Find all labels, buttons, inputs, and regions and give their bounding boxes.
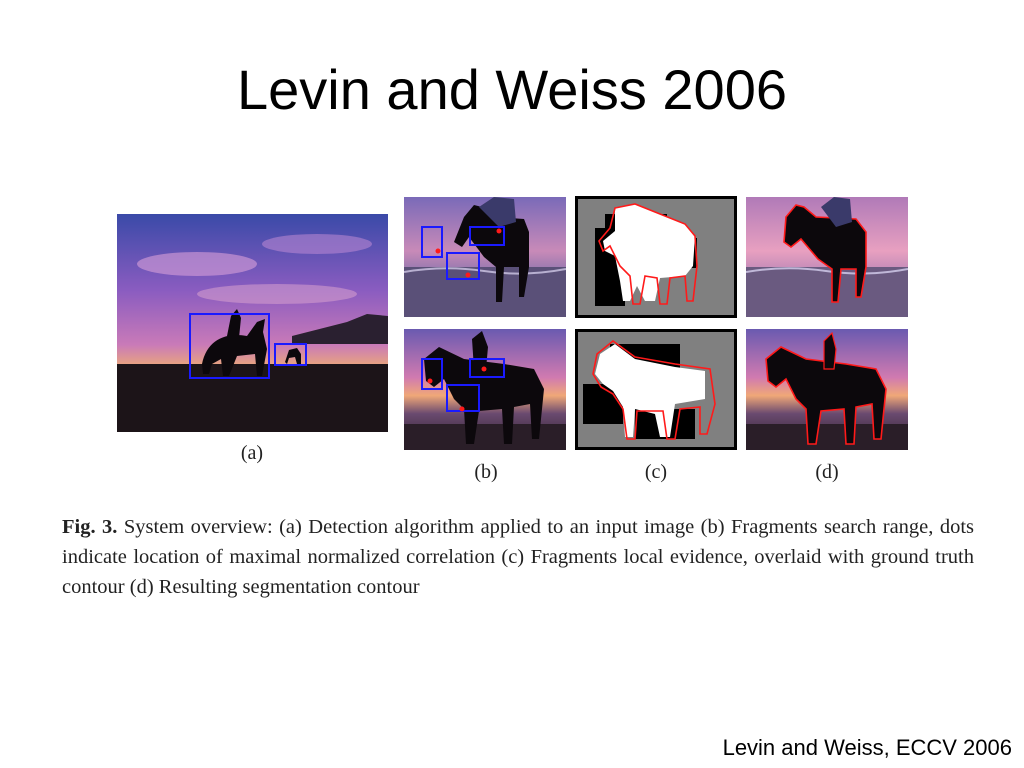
panel-c-bottom <box>575 329 737 450</box>
panel-a-input-image <box>117 214 388 432</box>
panel-b-bottom <box>404 329 566 450</box>
panel-d-top <box>746 197 908 317</box>
label-d: (d) <box>815 461 839 483</box>
label-b: (b) <box>474 461 498 483</box>
label-a: (a) <box>240 442 264 464</box>
slide-title: Levin and Weiss 2006 <box>237 58 787 121</box>
panel-d-bottom <box>746 329 908 450</box>
panel-c-top <box>575 196 737 318</box>
slide-footer: Levin and Weiss, ECCV 2006 <box>722 735 1012 760</box>
caption-text: System overview: (a) Detection algorithm applied to an input image (b) Fragments search range, dots indicate location of maximal normalized correlation (c) Fragments local evidence, overlaid with ground truth contour (d) Resulting segmentation contour <box>62 516 975 598</box>
figure-caption <box>62 512 974 602</box>
label-c: (c) <box>644 461 668 483</box>
panel-b-top <box>404 197 566 317</box>
caption-prefix: Fig. 3. <box>62 516 118 538</box>
